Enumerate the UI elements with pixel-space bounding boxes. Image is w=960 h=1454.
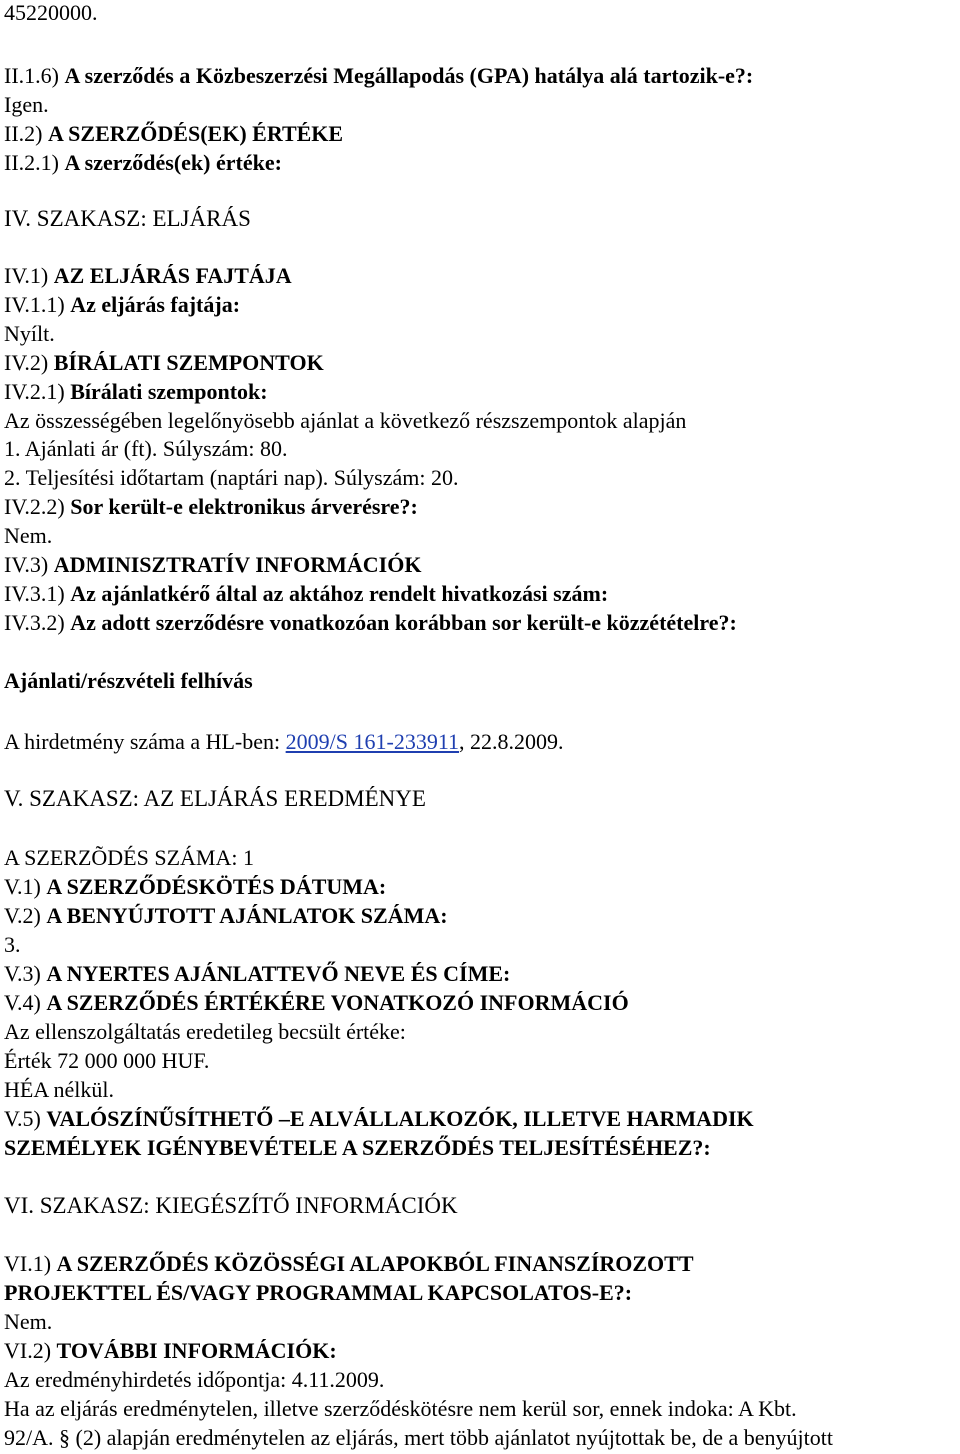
section-number: V.4) [4, 990, 47, 1015]
heading-V-2 [4, 903, 448, 929]
heading-V-5 [4, 1106, 754, 1132]
section-number: IV.1.1) [4, 292, 71, 317]
body-text [4, 1019, 406, 1045]
text-line: VI. SZAKASZ: KIEGÉSZÍTŐ INFORMÁCIÓK [4, 1193, 458, 1218]
body-text [4, 1425, 833, 1451]
section-title: A SZERZŐDÉS KÖZÖSSÉGI ALAPOKBÓL FINANSZÍROZOTT [56, 1251, 694, 1276]
text-line: A hirdetmény száma a HL-ben: [4, 729, 286, 754]
heading-IV-2-1 [4, 379, 268, 405]
section-heading-VI [4, 1193, 458, 1219]
text-line: A SZERZÕDÉS SZÁMA: 1 [4, 845, 254, 870]
section-title: A SZERZŐDÉS ÉRTÉKÉRE VONATKOZÓ INFORMÁCIÓ [46, 990, 629, 1015]
heading-IV-3-2 [4, 610, 737, 636]
section-number: V.3) [4, 961, 47, 986]
heading-IV-2 [4, 350, 324, 376]
heading-II-1-6 [4, 63, 753, 89]
section-number: V.1) [4, 874, 47, 899]
notice-reference [4, 729, 564, 755]
section-number: V.2) [4, 903, 47, 928]
section-title: A szerződés(ek) értéke: [64, 150, 282, 175]
section-title: PROJEKTTEL ÉS/VAGY PROGRAMMAL KAPCSOLATOS-E?: [4, 1280, 633, 1305]
heading-IV-1 [4, 263, 292, 289]
section-title: Az adott szerződésre vonatkozóan korábban sor került-e közzétételre?: [70, 610, 737, 635]
contract-number [4, 845, 254, 871]
section-title: A NYERTES AJÁNLATTEVŐ NEVE ÉS CÍME: [46, 961, 511, 986]
text-line: Az összességében legelőnyösebb ajánlat a következő részszempontok alapján [4, 408, 687, 433]
section-number: IV.2.1) [4, 379, 71, 404]
answer-text [4, 932, 21, 958]
section-title: A SZERZŐDÉSKÖTÉS DÁTUMA: [46, 874, 387, 899]
text-line: Igen. [4, 92, 49, 117]
heading-V-1 [4, 874, 386, 900]
heading-II-2 [4, 121, 343, 147]
text-line: Érték 72 000 000 HUF. [4, 1048, 210, 1073]
section-title: Bírálati szempontok: [70, 379, 268, 404]
section-title: Az ajánlatkérő által az aktához rendelt hivatkozási szám: [70, 581, 609, 606]
answer-text [4, 92, 49, 118]
value-text [4, 1048, 209, 1074]
heading-IV-3-1 [4, 581, 608, 607]
text-line: HÉA nélkül. [4, 1077, 114, 1102]
section-title: AZ ELJÁRÁS FAJTÁJA [53, 263, 292, 288]
text-line: Nyílt. [4, 321, 55, 346]
section-number: IV.1) [4, 263, 54, 288]
vat-note [4, 1077, 114, 1103]
text-line: V. SZAKASZ: AZ ELJÁRÁS EREDMÉNYE [4, 786, 426, 811]
section-number: IV.2.2) [4, 494, 71, 519]
criterion-2 [4, 465, 458, 491]
text-line: Nem. [4, 1309, 53, 1334]
heading-V-5-cont [4, 1135, 711, 1161]
section-number: II.2.1) [4, 150, 65, 175]
text-line: Az ellenszolgáltatás eredetileg becsült értéke: [4, 1019, 406, 1044]
answer-text [4, 523, 52, 549]
section-title: BÍRÁLATI SZEMPONTOK [53, 350, 324, 375]
cpv-code [4, 0, 98, 26]
text-line: IV. SZAKASZ: ELJÁRÁS [4, 206, 251, 231]
section-title: ADMINISZTRATÍV INFORMÁCIÓK [53, 552, 422, 577]
criterion-1 [4, 436, 288, 462]
section-title: TOVÁBBI INFORMÁCIÓK: [56, 1338, 337, 1363]
body-text [4, 1396, 797, 1422]
section-title: Az eljárás fajtája: [70, 292, 241, 317]
text-line: Az eredményhirdetés időpontja: 4.11.2009. [4, 1367, 385, 1392]
text-line: Ha az eljárás eredménytelen, illetve szerződéskötésre nem kerül sor, ennek indoka: A Kbt. [4, 1396, 797, 1421]
section-number: V.5) [4, 1106, 47, 1131]
text-line: Nem. [4, 523, 53, 548]
section-number: II.1.6) [4, 63, 65, 88]
heading-V-4 [4, 990, 629, 1016]
answer-text [4, 1309, 52, 1335]
section-heading-IV [4, 206, 251, 232]
heading-IV-3 [4, 552, 421, 578]
heading-II-2-1 [4, 150, 282, 176]
notice-number-link[interactable]: 2009/S 161-233911 [285, 729, 459, 754]
section-title: SZEMÉLYEK IGÉNYBEVÉTELE A SZERZŐDÉS TELJESÍTÉSÉHEZ?: [4, 1135, 711, 1160]
section-title: VALÓSZÍNŰSÍTHETŐ –E ALVÁLLALKOZÓK, ILLETVE HARMADIK [46, 1106, 754, 1131]
section-number: IV.3.1) [4, 581, 71, 606]
section-number: IV.2) [4, 350, 54, 375]
text-line: , 22.8.2009. [459, 729, 564, 754]
section-number: II.2) [4, 121, 48, 146]
text-line: 3. [4, 932, 21, 957]
section-number: IV.3.2) [4, 610, 71, 635]
text-line: 92/A. § (2) alapján eredménytelen az eljárás, mert több ajánlatot nyújtottak be, de a benyújtott [4, 1425, 833, 1450]
section-heading-V [4, 786, 426, 812]
text-line: 45220000. [4, 0, 98, 25]
body-text [4, 408, 686, 434]
section-title: Sor került-e elektronikus árverésre?: [70, 494, 418, 519]
text-line: Ajánlati/részvételi felhívás [4, 668, 253, 693]
section-title: A BENYÚJTOTT AJÁNLATOK SZÁMA: [46, 903, 448, 928]
heading-IV-2-2 [4, 494, 418, 520]
text-line: 1. Ajánlati ár (ft). Súlyszám: 80. [4, 436, 288, 461]
heading-VI-2 [4, 1338, 337, 1364]
text-line: 2. Teljesítési időtartam (naptári nap). Súlyszám: 20. [4, 465, 459, 490]
result-date [4, 1367, 384, 1393]
section-number: IV.3) [4, 552, 54, 577]
heading-VI-1 [4, 1251, 694, 1277]
section-number: VI.1) [4, 1251, 57, 1276]
notice-type [4, 668, 253, 694]
section-title: A SZERZŐDÉS(EK) ÉRTÉKE [47, 121, 344, 146]
answer-text [4, 321, 55, 347]
heading-IV-1-1 [4, 292, 240, 318]
heading-VI-1-cont [4, 1280, 632, 1306]
section-number: VI.2) [4, 1338, 57, 1363]
section-title: A szerződés a Közbeszerzési Megállapodás (GPA) hatálya alá tartozik-e?: [64, 63, 754, 88]
heading-V-3 [4, 961, 510, 987]
